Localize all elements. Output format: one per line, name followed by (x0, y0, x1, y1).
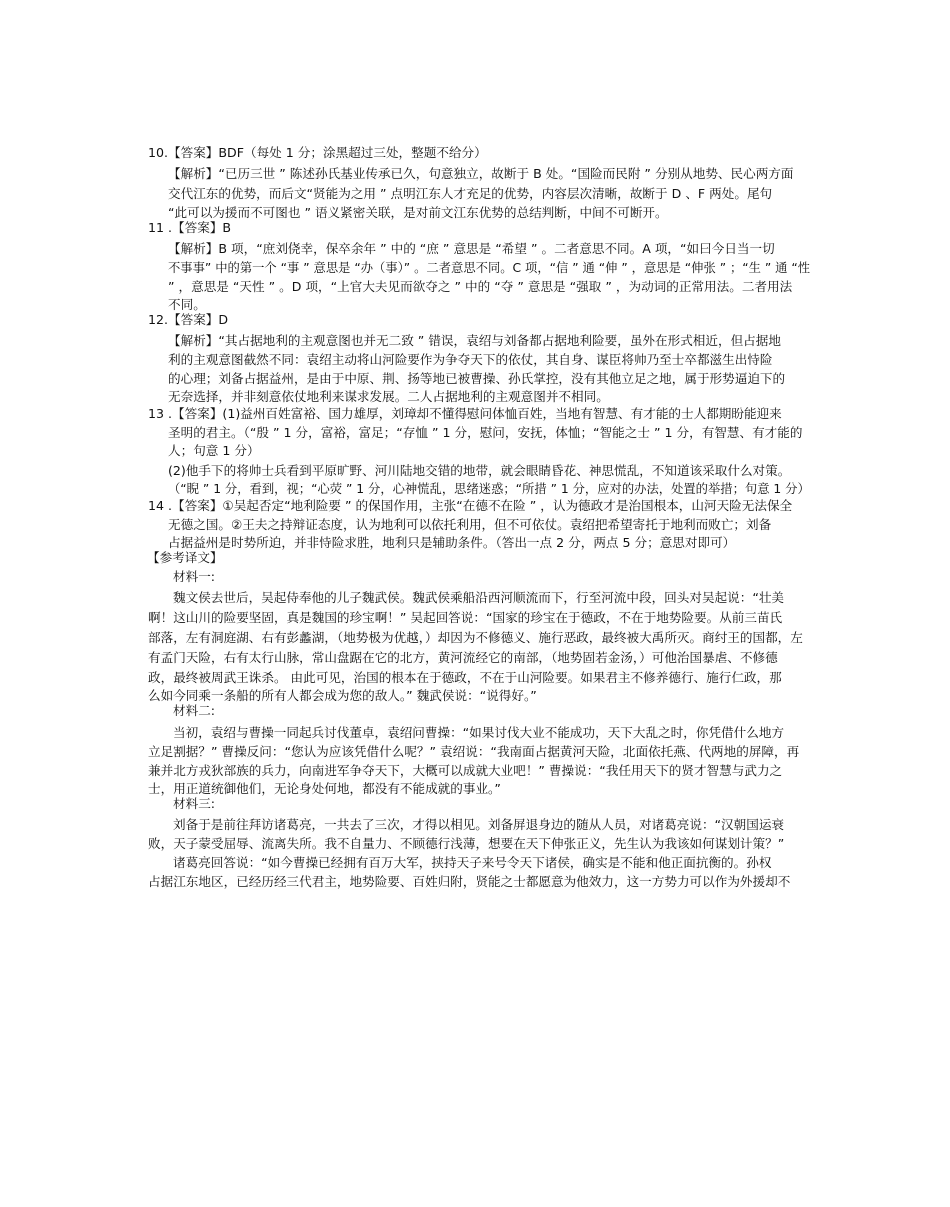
material-1-line: 啊！这山川的险要坚固，真是魏国的珍宝啊！” 吴起回答说：“国家的珍宝在于德政，不在于地势险要。从前三苗氏 (148, 610, 783, 625)
q11-answer: 11 .【答案】B (148, 220, 232, 235)
q10-analysis-line: 【解析】“已历三世 ” 陈述孙氏基业传承已久，句意独立，故断于 B 处。“国险而民附 ” 分别从地势、民心两方面 (168, 166, 794, 181)
q10-analysis-line: “此可以为援而不可图也 ” 语义紧密关联，是对前文江东优势的总结判断，中间不可断开。 (168, 205, 668, 220)
q13-answer-line: 圣明的君主。（“殷 ” 1 分，富裕，富足；“存恤 ” 1 分，慰问，安抚，体恤；“智能之士 ” 1 分，有智慧、有才能的 (168, 425, 803, 440)
q10-answer: 10.【答案】BDF（每处 1 分；涂黑超过三处，整题不给分） (148, 145, 487, 160)
q14-answer-line: 占据益州是时势所迫，并非恃险求胜，地利只是辅助条件。（答出一点 2 分，两点 5 分；意思对即可） (168, 535, 736, 550)
translation-header: 【参考译文】 (147, 550, 223, 565)
material-2-title: 材料二: (173, 703, 216, 718)
q11-analysis-line: ” ，意思是 “天性 ” 。D 项，“上官大夫见而欲夺之 ” 中的 “夺 ” 意思是 “强取 ” ，为动词的正常用法。二者用法 (168, 279, 793, 294)
q14-answer-line: 无德之国。②王夫之持辩证态度，认为地利可以依托利用，但不可依仗。袁绍把希望寄托于地利而败亡；刘备 (168, 517, 772, 532)
q12-analysis-line: 的心理；刘备占据益州，是由于中原、荆、扬等地已被曹操、孙氏掌控，没有其他立足之地，属于形势逼迫下的 (168, 371, 786, 386)
q14-answer: 14 .【答案】①吴起否定“地利险要 ” 的保国作用，主张“在德不在险 ” ，认为德政才是治国根本，山河天险无法保全 (148, 498, 793, 513)
material-2-line: 当初，袁绍与曹操一同起兵讨伐董卓，袁绍问曹操：“如果讨伐大业不能成功，天下大乱之时，你凭借什么地方 (173, 725, 785, 740)
q12-analysis-line: 无奈选择，并非刻意依仗地利来谋求发展。二人占据地利的主观意图并不相同。 (168, 389, 609, 404)
material-1-line: 部落，左有洞庭湖、右有彭蠡湖，（地势极为优越，）却因为不修德义、施行恶政，最终被大禹所灭。商纣王的国都，左 (148, 630, 803, 645)
q11-analysis-line: 【解析】B 项，“庶刘侥幸，保卒余年 ” 中的 “庶 ” 意思是 “希望 ” 。二者意思不同。A 项，“如曰今日当一切 (168, 241, 775, 256)
q13-answer: 13 .【答案】(1)益州百姓富裕、国力雄厚，刘璋却不懂得慰问体恤百姓，当地有智慧、有才能的士人都期盼能迎来 (148, 406, 782, 421)
material-3-line: 刘备于是前往拜访诸葛亮，一共去了三次，才得以相见。刘备屏退身边的随从人员，对诸葛亮说：“汉朝国运衰 (173, 817, 785, 832)
material-1-line: 魏文侯去世后，吴起侍奉他的儿子魏武侯。魏武侯乘船沿西河顺流而下，行至河流中段，回头对吴起说：“壮美 (173, 590, 785, 605)
q12-answer: 12.【答案】D (148, 312, 229, 327)
material-1-line: 政，最终被周武王诛杀。 由此可见，治国的根本在于德政，不在于山河险要。如果君主不修养德行、施行仁政，那 (148, 670, 782, 685)
q12-analysis-line: 利的主观意图截然不同：袁绍主动将山河险要作为争夺天下的依仗，其自身、谋臣将帅乃至士卒都滋生出恃险 (168, 352, 773, 367)
q13-part2-line: (2)他手下的将帅士兵看到平原旷野、河川陆地交错的地带，就会眼睛昏花、神思慌乱，不知道该采取什么对策。 (168, 463, 791, 478)
material-2-line: 士，用正道统御他们，无论身处何地，都没有不能成就的事业。” (148, 781, 501, 796)
material-2-line: 兼并北方戎狄部族的兵力，向南进军争夺天下，大概可以成就大业吧！” 曹操说：“我任用天下的贤才智慧与武力之 (148, 763, 783, 778)
q12-analysis-line: 【解析】“其占据地利的主观意图也并无二致 ” 错误，袁绍与刘备都占据地利险要，虽外在形式相近，但占据地 (168, 333, 781, 348)
q10-analysis-line: 交代江东的优势，而后文“贤能为之用 ” 点明江东人才充足的优势，内容层次清晰，故断于 D 、F 两处。尾句 (168, 186, 773, 201)
q11-analysis-line: 不事事” 中的第一个 “事 ” 意思是 “办（事）” 。二者意思不同。C 项，“信 ” 通 “伸 ” ，意思是 “伸张 ” ；“生 ” 通 “性 (168, 260, 811, 275)
material-1-line: 么如今同乘一条船的所有人都会成为您的敌人。” 魏武侯说：“说得好。” (148, 688, 537, 703)
q11-analysis-line: 不同。 (168, 297, 206, 312)
material-3-line: 占据江东地区，已经历经三代君主，地势险要、百姓归附，贤能之士都愿意为他效力，这一方势力可以作为外援却不 (148, 874, 791, 889)
material-2-line: 立足割据？” 曹操反问：“您认为应该凭借什么呢？” 袁绍说：“我南面占据黄河天险，北面依托燕、代两地的屏障，再 (148, 744, 800, 759)
material-1-line: 有孟门天险，右有太行山脉，常山盘踞在它的北方，黄河流经它的南部，（地势固若金汤，）可他治国暴虐、不修德 (148, 650, 778, 665)
material-1-title: 材料一: (173, 569, 216, 584)
q13-part2-line: （“睨 ” 1 分，看到，视；“心荧 ” 1 分，心神慌乱，思绪迷惑；“所措 ” 1 分，应对的办法，处置的举措；句意 1 分） (168, 481, 810, 496)
material-3-line: 败，天子蒙受屈辱、流离失所。我不自量力、不顾德行浅薄，想要在天下伸张正义，先生认为我该如何谋划计策？” (148, 836, 785, 851)
material-3-title: 材料三: (173, 796, 216, 811)
material-3-line: 诸葛亮回答说：“如今曹操已经拥有百万大军，挟持天子来号令天下诸侯，确实是不能和他正面抗衡的。孙权 (173, 855, 772, 870)
q13-answer-line: 人；句意 1 分） (168, 443, 260, 458)
